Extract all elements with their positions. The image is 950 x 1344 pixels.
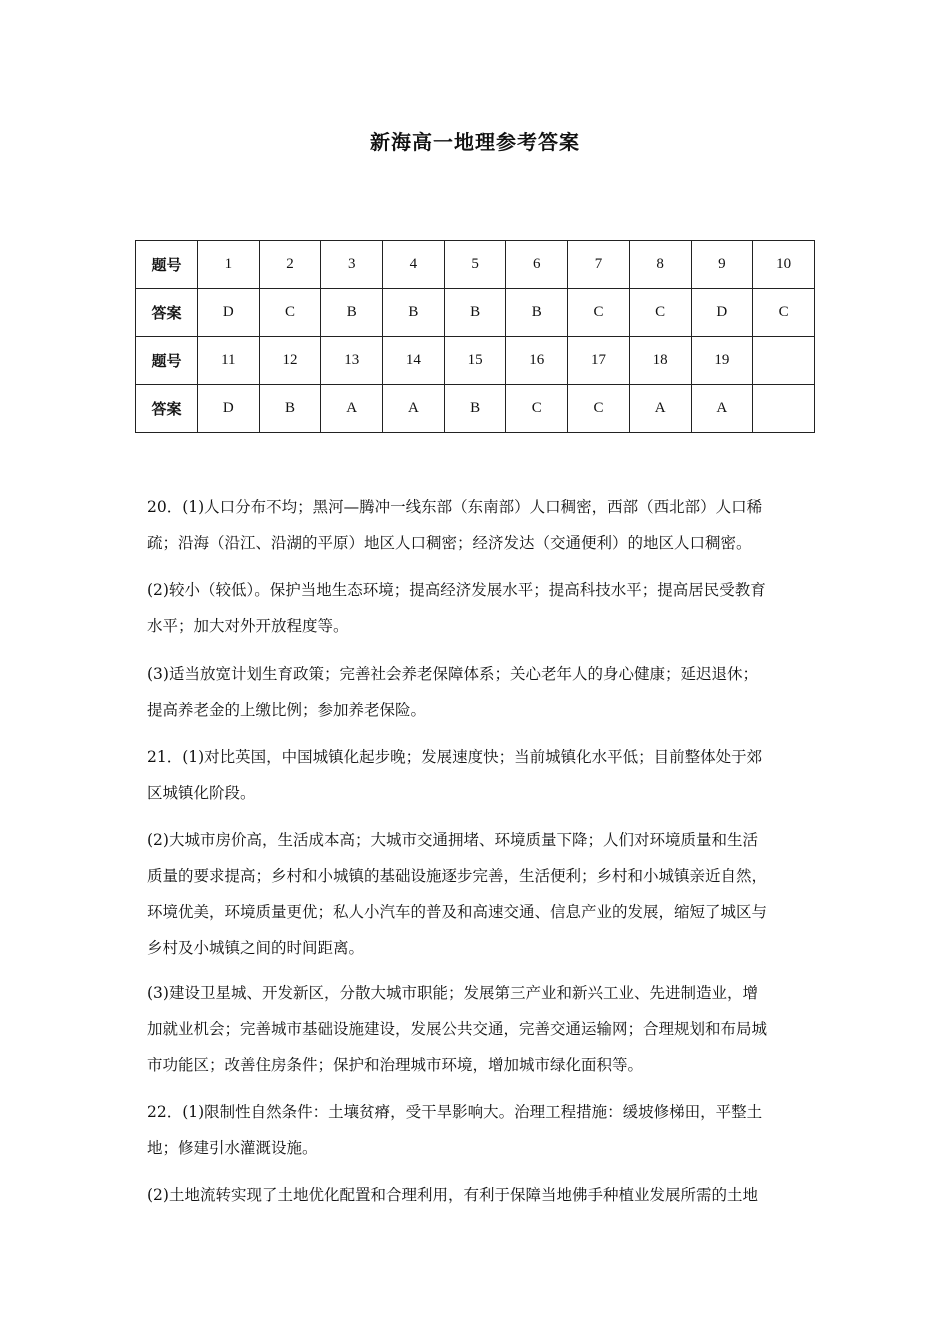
- answer-line: 乡村及小城镇之间的时间距离。: [147, 939, 365, 957]
- table-cell: C: [629, 289, 691, 337]
- table-cell: 5: [444, 241, 506, 289]
- answer-21-3: [147, 975, 825, 1083]
- table-cell: 16: [506, 337, 568, 385]
- table-row: [136, 385, 815, 433]
- table-cell: D: [198, 289, 260, 337]
- table-cell: 3: [321, 241, 383, 289]
- answer-line: (2)土地流转实现了土地优化配置和合理利用，有利于保障当地佛手种植业发展所需的土地: [147, 1186, 758, 1204]
- table-row-header: 答案: [136, 289, 198, 337]
- answer-line: 提高养老金的上缴比例；参加养老保险。: [147, 701, 427, 719]
- table-cell: 11: [198, 337, 260, 385]
- answer-line: 22．(1)限制性自然条件：土壤贫瘠，受干旱影响大。治理工程措施：缓坡修梯田，平整土: [147, 1103, 763, 1121]
- table-cell: 9: [691, 241, 753, 289]
- table-cell: 17: [568, 337, 630, 385]
- answer-line: 质量的要求提高；乡村和小城镇的基础设施逐步完善，生活便利；乡村和小城镇亲近自然，: [147, 867, 768, 885]
- table-cell: B: [259, 385, 321, 433]
- table-cell: 13: [321, 337, 383, 385]
- table-cell: A: [383, 385, 445, 433]
- answer-line: 环境优美，环境质量更优；私人小汽车的普及和高速交通、信息产业的发展，缩短了城区与: [147, 903, 768, 921]
- table-cell: 8: [629, 241, 691, 289]
- table-cell: 7: [568, 241, 630, 289]
- table-cell: 2: [259, 241, 321, 289]
- answer-line: (2)较小（较低）。保护当地生态环境；提高经济发展水平；提高科技水平；提高居民受教育: [147, 581, 766, 599]
- table-cell: C: [753, 289, 815, 337]
- table-cell: B: [444, 289, 506, 337]
- table-cell: [753, 385, 815, 433]
- table-cell: C: [568, 289, 630, 337]
- answer-line: 疏；沿海（沿江、沿湖的平原）地区人口稠密；经济发达（交通便利）的地区人口稠密。: [147, 534, 752, 552]
- table-cell: B: [383, 289, 445, 337]
- answer-22-1: [147, 1094, 825, 1166]
- answer-20-2: [147, 572, 825, 644]
- answer-table: [135, 240, 815, 433]
- table-cell: 14: [383, 337, 445, 385]
- table-cell: C: [259, 289, 321, 337]
- answer-21-2: [147, 822, 825, 966]
- answer-line: 20．(1)人口分布不均；黑河—腾冲一线东部（东南部）人口稠密，西部（西北部）人口稀: [147, 498, 763, 516]
- answer-line: 加就业机会；完善城市基础设施建设，发展公共交通，完善交通运输网；合理规划和布局城: [147, 1020, 768, 1038]
- answer-20-1: [147, 489, 825, 561]
- table-cell: 4: [383, 241, 445, 289]
- table-cell: B: [444, 385, 506, 433]
- answer-line: (3)适当放宽计划生育政策；完善社会养老保障体系；关心老年人的身心健康；延迟退休；: [147, 665, 758, 683]
- table-row: [136, 289, 815, 337]
- table-cell: D: [198, 385, 260, 433]
- answer-line: 市功能区；改善住房条件；保护和治理城市环境，增加城市绿化面积等。: [147, 1056, 644, 1074]
- table-cell: 19: [691, 337, 753, 385]
- answer-line: (2)大城市房价高，生活成本高；大城市交通拥堵、环境质量下降；人们对环境质量和生活: [147, 831, 758, 849]
- answer-22-2: [147, 1177, 825, 1213]
- page-title: 新海高一地理参考答案: [370, 130, 580, 154]
- answer-line: (3)建设卫星城、开发新区，分散大城市职能；发展第三产业和新兴工业、先进制造业，增: [147, 984, 758, 1002]
- answer-21-1: [147, 739, 825, 811]
- table-row-header: 答案: [136, 385, 198, 433]
- answer-line: 区城镇化阶段。: [147, 784, 256, 802]
- answer-line: 地；修建引水灌溉设施。: [147, 1139, 318, 1157]
- answer-20-3: [147, 656, 825, 728]
- table-cell: [753, 337, 815, 385]
- table-cell: 1: [198, 241, 260, 289]
- table-cell: 12: [259, 337, 321, 385]
- table-cell: D: [691, 289, 753, 337]
- answer-line: 水平；加大对外开放程度等。: [147, 617, 349, 635]
- table-cell: C: [506, 385, 568, 433]
- table-row: [136, 241, 815, 289]
- table-cell: 18: [629, 337, 691, 385]
- table-cell: A: [629, 385, 691, 433]
- table-cell: B: [506, 289, 568, 337]
- table-row-header: 题号: [136, 337, 198, 385]
- table-cell: A: [691, 385, 753, 433]
- table-cell: A: [321, 385, 383, 433]
- table-cell: 6: [506, 241, 568, 289]
- table-row: [136, 337, 815, 385]
- table-cell: 15: [444, 337, 506, 385]
- answer-line: 21．(1)对比英国，中国城镇化起步晚；发展速度快；当前城镇化水平低；目前整体处于郊: [147, 748, 763, 766]
- table-row-header: 题号: [136, 241, 198, 289]
- table-cell: C: [568, 385, 630, 433]
- table-cell: B: [321, 289, 383, 337]
- table-cell: 10: [753, 241, 815, 289]
